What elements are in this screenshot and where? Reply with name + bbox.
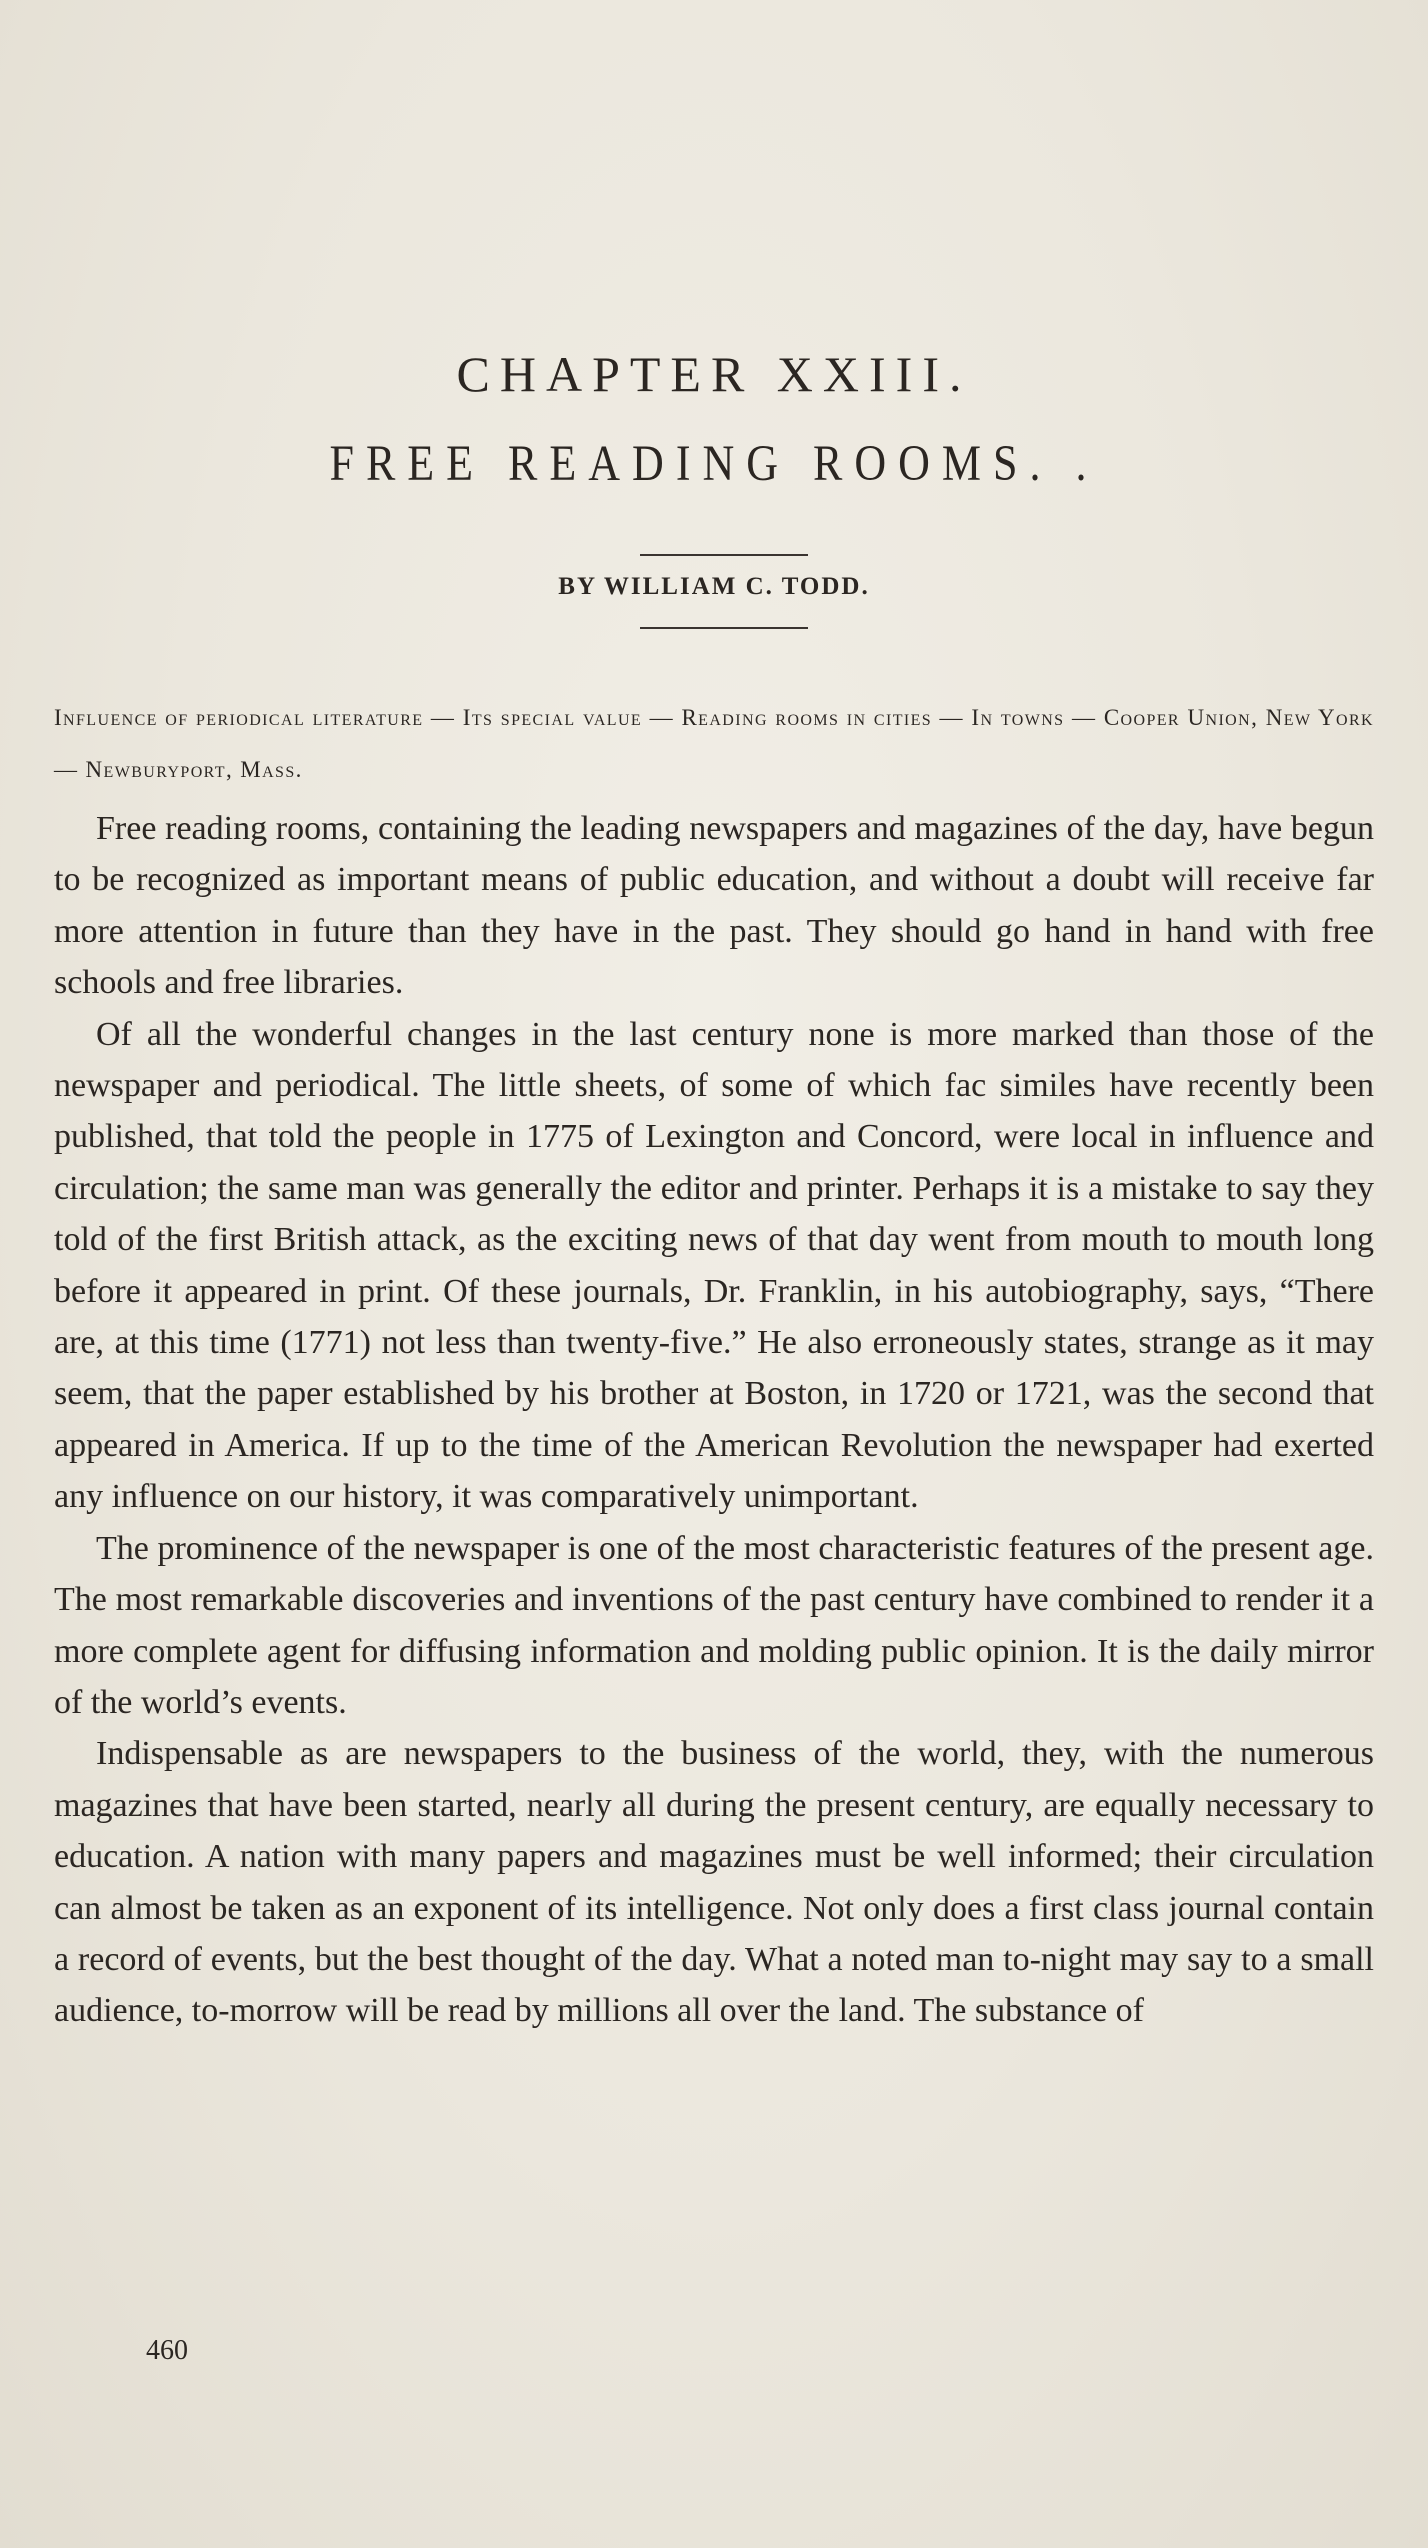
chapter-title: CHAPTER XXIII. <box>456 346 972 402</box>
chapter-synopsis: Influence of periodical literature — Its special value — Reading rooms in cities — In towns — Cooper Union, New York — Newburyport, Mass. <box>54 705 1374 782</box>
paragraph: Indispensable as are newspapers to the business of the world, they, with the numerous magazines that have been started, nearly all during the present century, are equally necessary to education. A nation with many papers and magazines must be well informed; their circulation can almost be taken as an exponent of its intelligence. Not only does a first class journal contain a record of events, but the best thought of the day. What a noted man to-night may say to a small audience, to-morrow will be read by millions all over the land. The substance of <box>54 1735 1374 2030</box>
paragraph: Of all the wonderful changes in the last century none is more marked than those of the newspaper and periodical. The little sheets, of some of which fac similes have recently been published, that told the people in 1775 of Lexington and Concord, were local in influence and circulation; the same man was generally the editor and printer. Perhaps it is a mistake to say they told of the first British attack, as the exciting news of that day went from mouth to mouth long before it appeared in print. Of these journals, Dr. Franklin, in his autobiography, says, “There are, at this time (1771) not less than twenty-five.” He also erroneously states, strange as it may seem, that the paper established by his brother at Boston, in 1720 or 1721, was the second that appeared in America. If up to the time of the American Revolution the newspaper had exerted any influence on our history, it was comparatively unimportant. <box>54 1015 1374 1516</box>
author-byline: BY WILLIAM C. TODD. <box>558 573 870 600</box>
paragraph: Free reading rooms, containing the leading newspapers and magazines of the day, have begun to be recognized as important means of public education, and without a doubt will receive far more attention in future than they have in the past. They should go hand in hand with free schools and free libraries. <box>54 810 1374 1002</box>
page-number: 460 <box>146 2335 188 2366</box>
divider-rule-top <box>640 554 808 556</box>
body-text <box>54 803 1374 2037</box>
paragraph: The prominence of the newspaper is one of the most characteristic features of the present age. The most remarkable discoveries and inventions of the past century have combined to render it a more complete agent for diffusing information and molding public opinion. It is the daily mirror of the world’s events. <box>54 1529 1374 1721</box>
divider-rule-bottom <box>640 627 808 629</box>
chapter-subtitle: FREE READING ROOMS. . <box>329 435 1099 492</box>
